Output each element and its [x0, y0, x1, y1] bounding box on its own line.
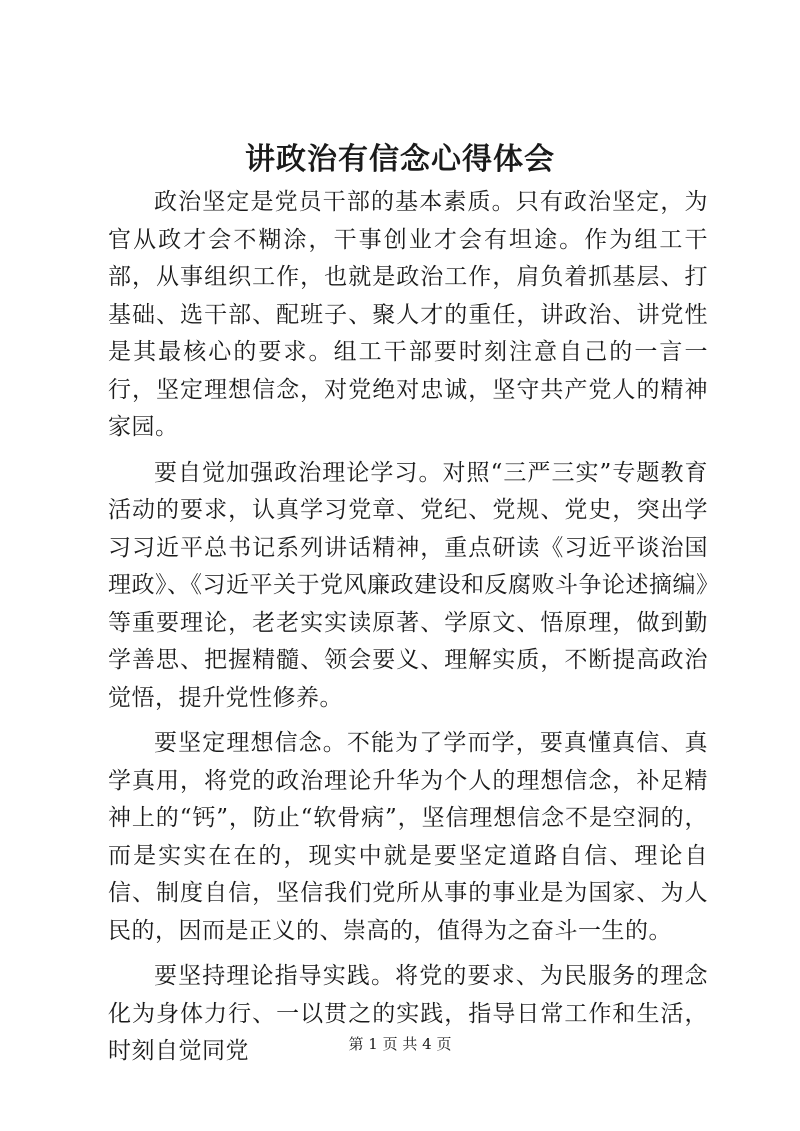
paragraph-ideals-beliefs: 要坚定理想信念。不能为了学而学，要真懂真信、真学真用，将党的政治理论升华为个人的理想信念，补足精神上的“钙”，防止“软骨病”，坚信理想信念不是空洞的，而是实实在在的，现实中就是要坚定道路自信、理论自信、制度自信，坚信我们党所从事的事业是为国家、为人民的，因而是正义的、崇高的，值得为之奋斗一生的。: [108, 730, 708, 944]
paragraph-theory-practice: 要坚持理论指导实践。将党的要求、为民服务的理念化为身体力行、一以贯之的实践，指导日常工作和生活，时刻自觉同党: [108, 963, 708, 1064]
paragraph-political-firmness: 政治坚定是党员干部的基本素质。只有政治坚定，为官从政才会不糊涂，干事创业才会有坦途。作为组工干部，从事组织工作，也就是政治工作，肩负着抓基层、打基础、选干部、配班子、聚人才的重任，讲政治、讲党性是其最核心的要求。组工干部要时刻注意自己的一言一行，坚定理想信念，对党绝对忠诚，坚守共产党人的精神家园。: [108, 189, 708, 440]
page-number-footer: 第 1 页 共 4 页: [348, 1035, 452, 1053]
paragraph-theory-study: 要自觉加强政治理论学习。对照“三严三实”专题教育活动的要求，认真学习党章、党纪、党规、党史，突出学习习近平总书记系列讲话精神，重点研读《习近平谈治国理政》、《习近平关于党风廉政建设和反腐败斗争论述摘编》等重要理论，老老实实读原著、学原文、悟原理，做到勤学善思、把握精髓、领会要义、理解实质，不断提高政治觉悟，提升党性修养。: [108, 459, 708, 711]
document-title: 讲政治有信念心得体会: [245, 142, 555, 177]
document-body: [108, 184, 708, 1079]
